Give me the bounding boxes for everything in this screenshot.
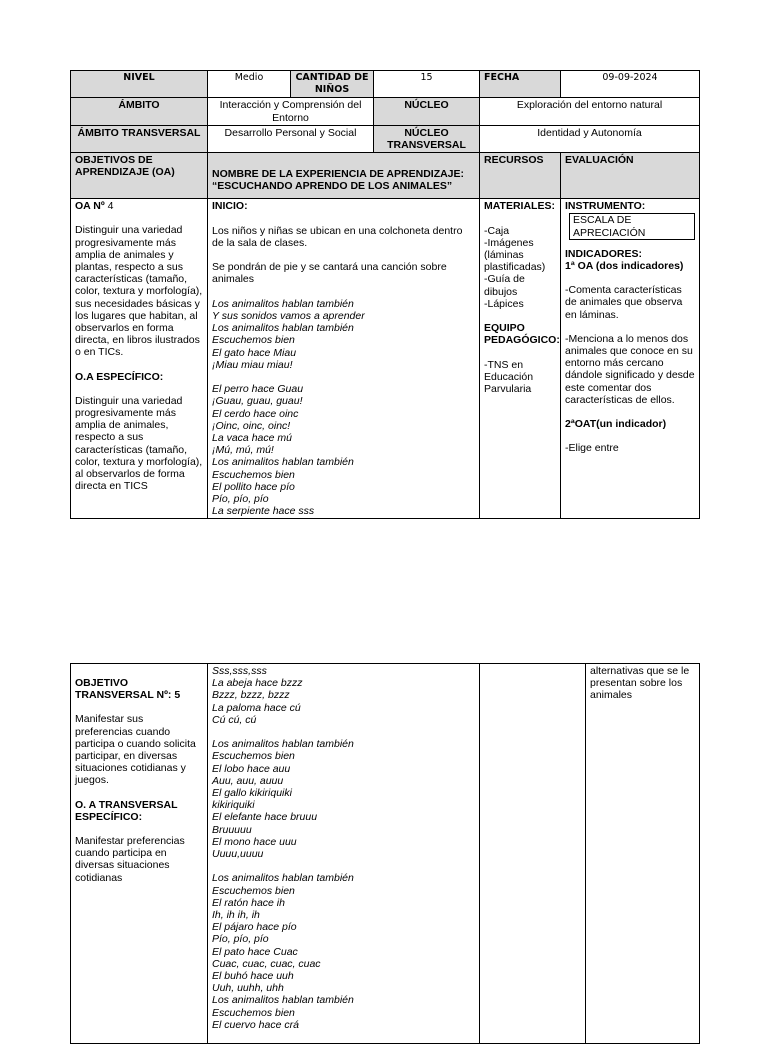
song-line: Escuchemos bien (212, 468, 295, 481)
recursos-header: RECURSOS (480, 153, 561, 199)
song-line: El cerdo hace oinc (212, 407, 299, 420)
song-line: Escuchemos bien (212, 334, 295, 347)
song-line: El gallo kikiriquiki (212, 787, 292, 800)
song-line: Escuchemos bien (212, 1006, 295, 1019)
inicio-p2: Se pondrán de pie y se cantará una canción sobre animales (212, 261, 447, 286)
nucleo-label: NÚCLEO (374, 98, 480, 125)
recursos-cell (480, 199, 561, 519)
oa1-label: 1ª OA (dos indicadores) (565, 260, 684, 273)
song-line: kikiriquiki (212, 799, 255, 812)
song-line: Escuchemos bien (212, 750, 295, 763)
evaluacion-header: EVALUACIÓN (561, 153, 700, 199)
song-line: El pato hace Cuac (212, 945, 298, 958)
oat-objective-label: OBJETIVO TRANSVERSAL Nº: 5 (75, 677, 181, 702)
indicador-3: -Elige entre (565, 442, 619, 455)
song-line: Cú cú, cú (212, 713, 257, 726)
oa-cell (71, 199, 208, 519)
materiales-label: MATERIALES: (484, 200, 555, 213)
evaluacion-cell (561, 199, 700, 519)
cantidad-label: CANTIDAD DE NIÑOS (291, 71, 374, 98)
song-line: Ih, ih ih, ih (212, 909, 260, 922)
oat-especifico-text: Manifestar preferencias cuando participa en diversas situaciones cotidianas (75, 835, 185, 884)
song-line: La paloma hace cú (212, 701, 301, 714)
song-line: Bruuuuu (212, 823, 252, 836)
song-line: La abeja hace bzzz (212, 677, 303, 690)
nivel-label: NIVEL (71, 71, 208, 98)
song-line: Uuuu,uuuu (212, 848, 264, 861)
song-line: El gato hace Miau (212, 346, 297, 359)
fecha-label: FECHA (480, 71, 561, 98)
song-line: Pío, pío, pío (212, 933, 269, 946)
song-line: ¡Oinc, oinc, oinc! (212, 419, 291, 432)
equipo-text: -TNS en Educación Parvularia (484, 358, 534, 396)
fecha-value: 09-09-2024 (561, 71, 700, 98)
oa-especifico-text: Distinguir una variedad progresivamente más amplia de animales, respecto a sus características (tamaño, color, textura y morfología), al observarlos de forma directa en TICS (75, 394, 203, 493)
inicio-cell (208, 199, 480, 519)
song-line: Bzzz, bzzz, bzzz (212, 689, 290, 702)
planning-table-page-2 (70, 663, 700, 1044)
objetivos-header: OBJETIVOS DE APRENDIZAJE (OA) (71, 153, 208, 199)
planning-table-page-1 (70, 70, 700, 519)
nucleo-transversal-value: Identidad y Autonomía (480, 125, 700, 152)
material-item: -Imágenes (láminas plastificadas) (484, 236, 546, 274)
song-line: Auu, auu, auuu (212, 774, 284, 787)
song-line: Sss,sss,sss (212, 665, 267, 677)
recursos-continuation-cell (480, 664, 586, 1044)
song-line: Uuh, uuhh, uhh (212, 982, 284, 995)
song-continuation-cell (208, 664, 480, 1044)
oat-label: 2ªOAT(un indicador) (565, 418, 667, 431)
song-line: Los animalitos hablan también (212, 456, 354, 469)
inicio-p1: Los niños y niñas se ubican en una colchoneta dentro de la sala de clases. (212, 224, 463, 249)
indicador-2: -Menciona a lo menos dos animales que conoce en su entorno más cercano dándole significado y desde este comentar dos características de ellos. (565, 332, 695, 406)
song-line: Los animalitos hablan también (212, 297, 354, 310)
song-line: La vaca hace mú (212, 432, 292, 445)
song-line: Los animalitos hablan también (212, 738, 354, 751)
song-line: Y sus sonidos vamos a aprender (212, 310, 365, 322)
song-line: El lobo hace auu (212, 762, 291, 775)
song-line: El elefante hace bruuu (212, 811, 318, 824)
song-line: El ratón hace ih (212, 896, 285, 909)
instrumento-label: INSTRUMENTO: (565, 200, 646, 213)
song-line: ¡Miau miau miau! (212, 358, 293, 371)
indicador-1: -Comenta características de animales que observa en láminas. (565, 284, 683, 321)
song-line: Los animalitos hablan también (212, 994, 354, 1007)
indicador-3-continuation: alternativas que se le presentan sobre los animales (590, 665, 690, 702)
oat-especifico-label: O. A TRANSVERSAL ESPECÍFICO: (75, 798, 178, 823)
nucleo-value: Exploración del entorno natural (480, 98, 700, 125)
oat-objective-text: Manifestar sus preferencias cuando participa o cuando solicita participar, en diversas situaciones cotidianas y juegos. (75, 713, 196, 787)
material-item: -Caja (484, 224, 510, 237)
oa-especifico-label: O.A ESPECÍFICO: (75, 370, 164, 383)
ambito-transversal-label: ÁMBITO TRANSVERSAL (71, 125, 208, 152)
ambito-value: Interacción y Comprensión del Entorno (208, 98, 374, 125)
song-line: Cuac, cuac, cuac, cuac (212, 957, 321, 970)
experiencia-header: NOMBRE DE LA EXPERIENCIA DE APRENDIZAJE: “ESCUCHANDO APRENDO DE LOS ANIMALES” (208, 153, 480, 199)
song-line: La serpiente hace sss (212, 505, 315, 518)
song-line: ¡Mú, mú, mú! (212, 444, 274, 457)
oa-number: OA Nº 4 (75, 200, 114, 213)
nucleo-transversal-label: NÚCLEO TRANSVERSAL (374, 125, 480, 152)
ambito-transversal-value: Desarrollo Personal y Social (208, 125, 374, 152)
oa-text: Distinguir una variedad progresivamente más amplia de animales y plantas, respecto a sus características (tamaño, color, textura y morfología), sus necesidades básicas y los lugares que habitan, al observarlos en forma directa, en libros ilustrados o en TICs. (75, 224, 203, 359)
song-line: Escuchemos bien (212, 884, 295, 897)
song-line: El cuervo hace crá (212, 1018, 299, 1031)
song-line: ¡Guau, guau, guau! (212, 395, 303, 408)
ambito-label: ÁMBITO (71, 98, 208, 125)
song-line: El buhó hace uuh (212, 970, 294, 983)
material-item: -Lápices (484, 297, 524, 310)
material-item: -Guía de dibujos (484, 273, 525, 298)
song-line: El perro hace Guau (212, 383, 304, 396)
nivel-value: Medio (208, 71, 291, 98)
song-line: El mono hace uuu (212, 835, 297, 848)
song-line: Los animalitos hablan también (212, 322, 354, 335)
song-line: Pío, pío, pío (212, 493, 269, 506)
equipo-label: EQUIPO PEDAGÓGICO: (484, 322, 560, 347)
song-line: El pájaro hace pío (212, 921, 297, 934)
evaluacion-continuation-cell (586, 664, 700, 1044)
instrumento-value: ESCALA DE APRECIACIÓN (569, 213, 695, 239)
oat-cell (71, 664, 208, 1044)
cantidad-value: 15 (374, 71, 480, 98)
song-line: El pollito hace pío (212, 480, 295, 493)
inicio-label: INICIO: (212, 200, 248, 213)
song-line: Los animalitos hablan también (212, 872, 354, 885)
indicadores-label: INDICADORES: (565, 247, 643, 260)
